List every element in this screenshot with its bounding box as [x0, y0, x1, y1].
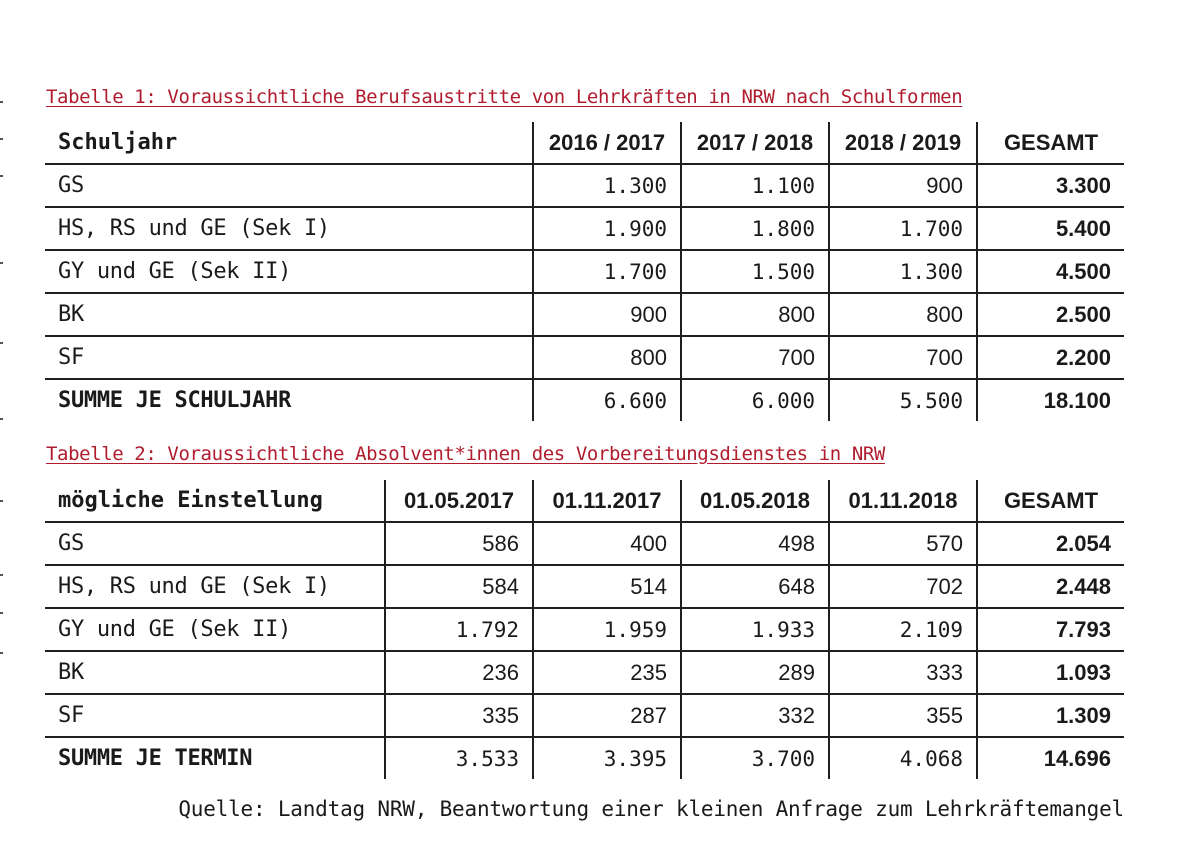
table-cell: 3.700: [681, 737, 829, 779]
table-cell: 2.109: [829, 608, 977, 651]
summary-row: [45, 737, 1124, 779]
table-cell: 3.533: [385, 737, 533, 779]
table-cell: 1.700: [533, 250, 681, 293]
column-header: mögliche Einstellung: [45, 480, 385, 522]
table-cell: 335: [385, 694, 533, 737]
table-cell: 514: [533, 565, 681, 608]
table-cell: 332: [681, 694, 829, 737]
table-cell: 1.300: [829, 250, 977, 293]
table-cell: 498: [681, 522, 829, 565]
margin-tick: [0, 138, 3, 140]
column-header: 2017 / 2018: [681, 122, 829, 164]
table-cell: 236: [385, 651, 533, 694]
table-cell: 287: [533, 694, 681, 737]
column-header: 2018 / 2019: [829, 122, 977, 164]
table-cell: 4.068: [829, 737, 977, 779]
table-row: [45, 651, 1124, 694]
table-cell: 648: [681, 565, 829, 608]
margin-tick: [0, 612, 3, 614]
column-header: 01.11.2017: [533, 480, 681, 522]
table-cell: 289: [681, 651, 829, 694]
column-header: GESAMT: [977, 122, 1124, 164]
table-cell: 800: [533, 336, 681, 379]
table-cell: 5.500: [829, 379, 977, 421]
column-header: 01.05.2018: [681, 480, 829, 522]
margin-tick: [0, 574, 3, 576]
table-cell: 235: [533, 651, 681, 694]
table-cell: 1.959: [533, 608, 681, 651]
total-cell: 2.448: [977, 565, 1124, 608]
row-label: BK: [45, 293, 533, 336]
total-cell: 3.300: [977, 164, 1124, 207]
table-cell: 1.900: [533, 207, 681, 250]
table-cell: 702: [829, 565, 977, 608]
total-cell: 1.093: [977, 651, 1124, 694]
row-label: SF: [45, 336, 533, 379]
table-cell: 1.300: [533, 164, 681, 207]
table-cell: 3.395: [533, 737, 681, 779]
total-cell: 18.100: [977, 379, 1124, 421]
table-cell: 1.933: [681, 608, 829, 651]
table1-caption: Tabelle 1: Voraussichtliche Berufsaustritte von Lehrkräften in NRW nach Schulformen: [46, 86, 963, 108]
total-cell: 1.309: [977, 694, 1124, 737]
table-berufsaustritte: [45, 122, 1124, 421]
row-label: SUMME JE TERMIN: [58, 746, 253, 771]
table-cell: 900: [533, 293, 681, 336]
table-cell: 400: [533, 522, 681, 565]
total-cell: 2.054: [977, 522, 1124, 565]
table-absolventinnen: [45, 480, 1124, 779]
table-cell: 333: [829, 651, 977, 694]
table-row: [45, 522, 1124, 565]
column-header: 01.05.2017: [385, 480, 533, 522]
margin-tick: [0, 262, 3, 264]
table-row: [45, 565, 1124, 608]
table-cell: 900: [829, 164, 977, 207]
table-cell: 1.700: [829, 207, 977, 250]
column-header: Schuljahr: [45, 122, 533, 164]
total-cell: 7.793: [977, 608, 1124, 651]
summary-row: [45, 379, 1124, 421]
table-row: [45, 207, 1124, 250]
margin-tick: [0, 418, 3, 420]
table-cell: 700: [681, 336, 829, 379]
total-cell: 5.400: [977, 207, 1124, 250]
table-cell: 800: [681, 293, 829, 336]
margin-tick: [0, 101, 3, 103]
table-cell: 800: [829, 293, 977, 336]
row-label: GY und GE (Sek II): [45, 608, 385, 651]
table-cell: 1.800: [681, 207, 829, 250]
table-cell: 586: [385, 522, 533, 565]
row-label: HS, RS und GE (Sek I): [45, 207, 533, 250]
row-label: SF: [45, 694, 385, 737]
table-row: [45, 336, 1124, 379]
table2-caption: Tabelle 2: Voraussichtliche Absolvent*innen des Vorbereitungsdienstes in NRW: [46, 443, 885, 465]
source-note: Quelle: Landtag NRW, Beantwortung einer kleinen Anfrage zum Lehrkräftemangel: [178, 797, 1124, 821]
row-label: BK: [45, 651, 385, 694]
table-cell: 584: [385, 565, 533, 608]
total-cell: 2.500: [977, 293, 1124, 336]
total-cell: 14.696: [977, 737, 1124, 779]
table-cell: 1.500: [681, 250, 829, 293]
table-header-row: [45, 480, 1124, 522]
table-row: [45, 694, 1124, 737]
margin-tick: [0, 652, 3, 654]
margin-tick: [0, 342, 3, 344]
total-cell: 4.500: [977, 250, 1124, 293]
column-header: 2016 / 2017: [533, 122, 681, 164]
column-header: 01.11.2018: [829, 480, 977, 522]
table-cell: 1.100: [681, 164, 829, 207]
row-label: GS: [45, 522, 385, 565]
row-label: SUMME JE SCHULJAHR: [58, 388, 292, 413]
row-label: GS: [45, 164, 533, 207]
row-label: HS, RS und GE (Sek I): [45, 565, 385, 608]
table-row: [45, 250, 1124, 293]
margin-tick: [0, 175, 3, 177]
column-header: GESAMT: [977, 480, 1124, 522]
table-cell: 355: [829, 694, 977, 737]
table-header-row: [45, 122, 1124, 164]
table-cell: 6.600: [533, 379, 681, 421]
table-cell: 700: [829, 336, 977, 379]
total-cell: 2.200: [977, 336, 1124, 379]
row-label: GY und GE (Sek II): [45, 250, 533, 293]
table-cell: 570: [829, 522, 977, 565]
margin-tick: [0, 500, 3, 502]
table-cell: 6.000: [681, 379, 829, 421]
table-row: [45, 293, 1124, 336]
table-row: [45, 164, 1124, 207]
table-cell: 1.792: [385, 608, 533, 651]
table-row: [45, 608, 1124, 651]
